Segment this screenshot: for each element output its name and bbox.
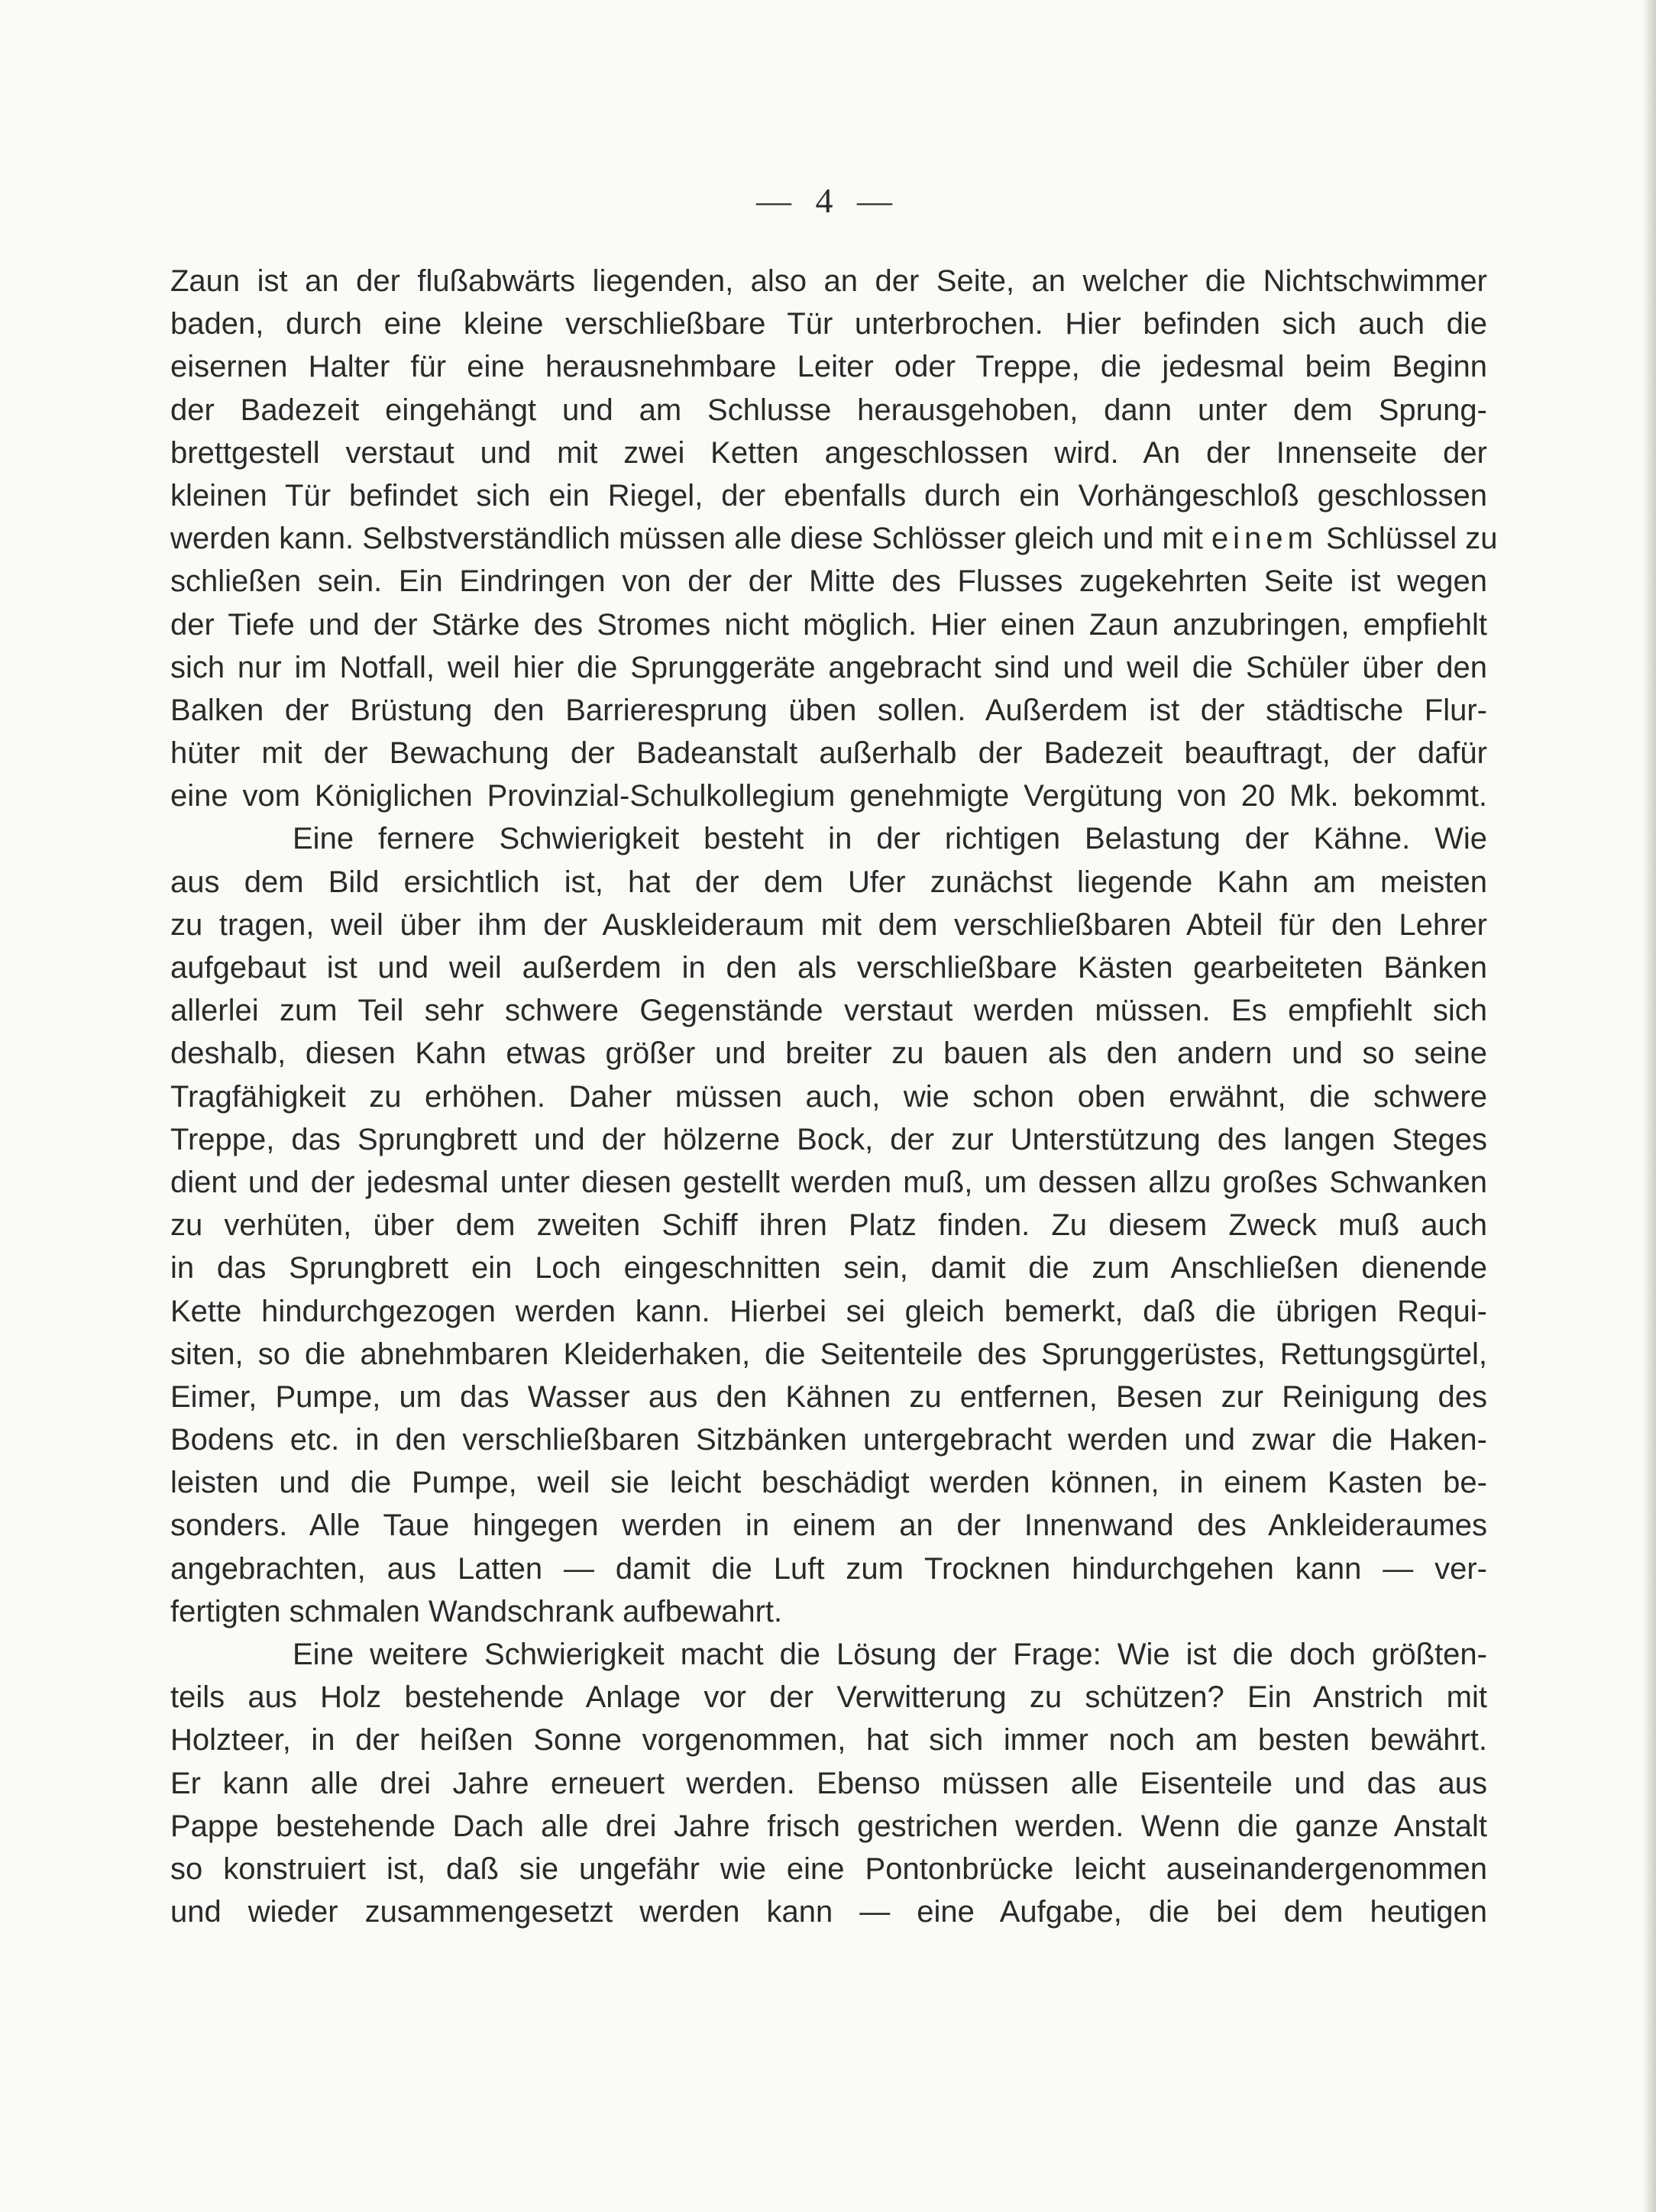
text-line: deshalb, diesen Kahn etwas größer und breiter zu bauen als den andern und so seine	[170, 1036, 1487, 1071]
text-line: Holzteer, in der heißen Sonne vorgenommen, hat sich immer noch am besten bewährt.	[170, 1723, 1487, 1758]
text-line: sich nur im Notfall, weil hier die Sprunggeräte angebracht sind und weil die Schüler über den	[170, 650, 1487, 684]
text-line: Eine weitere Schwierigkeit macht die Lösung der Frage: Wie ist die doch größten-	[293, 1638, 1487, 1671]
emphasized-word: einem	[1211, 522, 1318, 556]
text-line: angebrachten, aus Latten — damit die Luft zum Trocknen hindurchgehen kann — ver-	[170, 1551, 1487, 1586]
page-number: — 4 —	[756, 181, 900, 220]
text-segment: werden kann. Selbstverständlich müssen alle diese Schlösser gleich und mit	[170, 522, 1211, 556]
text-line: eine vom Königlichen Provinzial-Schulkollegium genehmigte Vergütung von 20 Mk. bekommt.	[170, 779, 1487, 813]
text-line: so konstruiert ist, daß sie ungefähr wie eine Pontonbrücke leicht auseinandergenommen	[170, 1851, 1487, 1886]
text-line: zu tragen, weil über ihm der Auskleideraum mit dem verschließbaren Abteil für den Lehrer	[170, 907, 1487, 942]
text-line: Kette hindurchgezogen werden kann. Hierbei sei gleich bemerkt, daß die übrigen Requi-	[170, 1294, 1487, 1328]
text-line: hüter mit der Bewachung der Badeanstalt außerhalb der Badezeit beauftragt, der dafür	[170, 736, 1487, 771]
text-segment: Schlüssel zu	[1317, 522, 1498, 556]
text-line: dient und der jedesmal unter diesen gestellt werden muß, um dessen allzu großes Schwanken	[170, 1165, 1487, 1199]
text-line: Zaun ist an der flußabwärts liegenden, also an der Seite, an welcher die Nichtschwimmer	[170, 264, 1487, 298]
text-line: Bodens etc. in den verschließbaren Sitzbänken untergebracht werden und zwar die Haken-	[170, 1423, 1487, 1457]
text-line: leisten und die Pumpe, weil sie leicht beschädigt werden können, in einem Kasten be-	[170, 1466, 1487, 1500]
text-line: aufgebaut ist und weil außerdem in den als verschließbare Kästen gearbeiteten Bänken	[170, 951, 1487, 985]
text-line: sonders. Alle Taue hingegen werden in einem an der Innenwand des Ankleideraumes	[170, 1509, 1487, 1543]
text-line: Treppe, das Sprungbrett und der hölzerne Bock, der zur Unterstützung des langen Steges	[170, 1122, 1487, 1156]
text-line: Eine fernere Schwierigkeit besteht in der richtigen Belastung der Kähne. Wie	[293, 822, 1487, 856]
text-line: brettgestell verstaut und mit zwei Ketten angeschlossen wird. An der Innenseite der	[170, 435, 1487, 470]
text-line: aus dem Bild ersichtlich ist, hat der dem Ufer zunächst liegende Kahn am meisten	[170, 865, 1487, 899]
text-line: in das Sprungbrett ein Loch eingeschnitten sein, damit die zum Anschließen dienende	[170, 1251, 1487, 1285]
text-line: baden, durch eine kleine verschließbare Tür unterbrochen. Hier befinden sich auch die	[170, 307, 1487, 341]
text-line: zu verhüten, über dem zweiten Schiff ihren Platz finden. Zu diesem Zweck muß auch	[170, 1208, 1487, 1243]
text-line: Balken der Brüstung den Barrieresprung üben sollen. Außerdem ist der städtische Flur-	[170, 693, 1487, 727]
text-line: Pappe bestehende Dach alle drei Jahre frisch gestrichen werden. Wenn die ganze Anstalt	[170, 1809, 1487, 1843]
body-text	[170, 260, 1498, 1933]
text-line: Tragfähigkeit zu erhöhen. Daher müssen auch, wie schon oben erwähnt, die schwere	[170, 1079, 1487, 1114]
text-line: eisernen Halter für eine herausnehmbare Leiter oder Treppe, die jedesmal beim Beginn	[170, 350, 1487, 384]
text-line: fertigten schmalen Wandschrank aufbewahrt.	[170, 1594, 783, 1628]
text-line: schließen sein. Ein Eindringen von der der Mitte des Flusses zugekehrten Seite ist wegen	[170, 564, 1487, 599]
text-line: der Badezeit eingehängt und am Schlusse herausgehoben, dann unter dem Sprung-	[170, 393, 1487, 427]
text-line	[170, 517, 1498, 560]
text-line: der Tiefe und der Stärke des Stromes nicht möglich. Hier einen Zaun anzubringen, empfiehlt	[170, 607, 1487, 642]
text-line: kleinen Tür befindet sich ein Riegel, der ebenfalls durch ein Vorhängeschloß geschlossen	[170, 478, 1487, 513]
text-line: allerlei zum Teil sehr schwere Gegenstände verstaut werden müssen. Es empfiehlt sich	[170, 994, 1487, 1028]
text-line: Er kann alle drei Jahre erneuert werden. Ebenso müssen alle Eisenteile und das aus	[170, 1766, 1487, 1800]
text-line: teils aus Holz bestehende Anlage vor der Verwitterung zu schützen? Ein Anstrich mit	[170, 1680, 1487, 1715]
text-line: Eimer, Pumpe, um das Wasser aus den Kähnen zu entfernen, Besen zur Reinigung des	[170, 1379, 1487, 1414]
page-edge-shadow	[1642, 0, 1656, 2212]
text-line: und wieder zusammengesetzt werden kann — eine Aufgabe, die bei dem heutigen	[170, 1895, 1487, 1929]
text-line: siten, so die abnehmbaren Kleiderhaken, die Seitenteile des Sprunggerüstes, Rettungsgürtel,	[170, 1337, 1487, 1371]
